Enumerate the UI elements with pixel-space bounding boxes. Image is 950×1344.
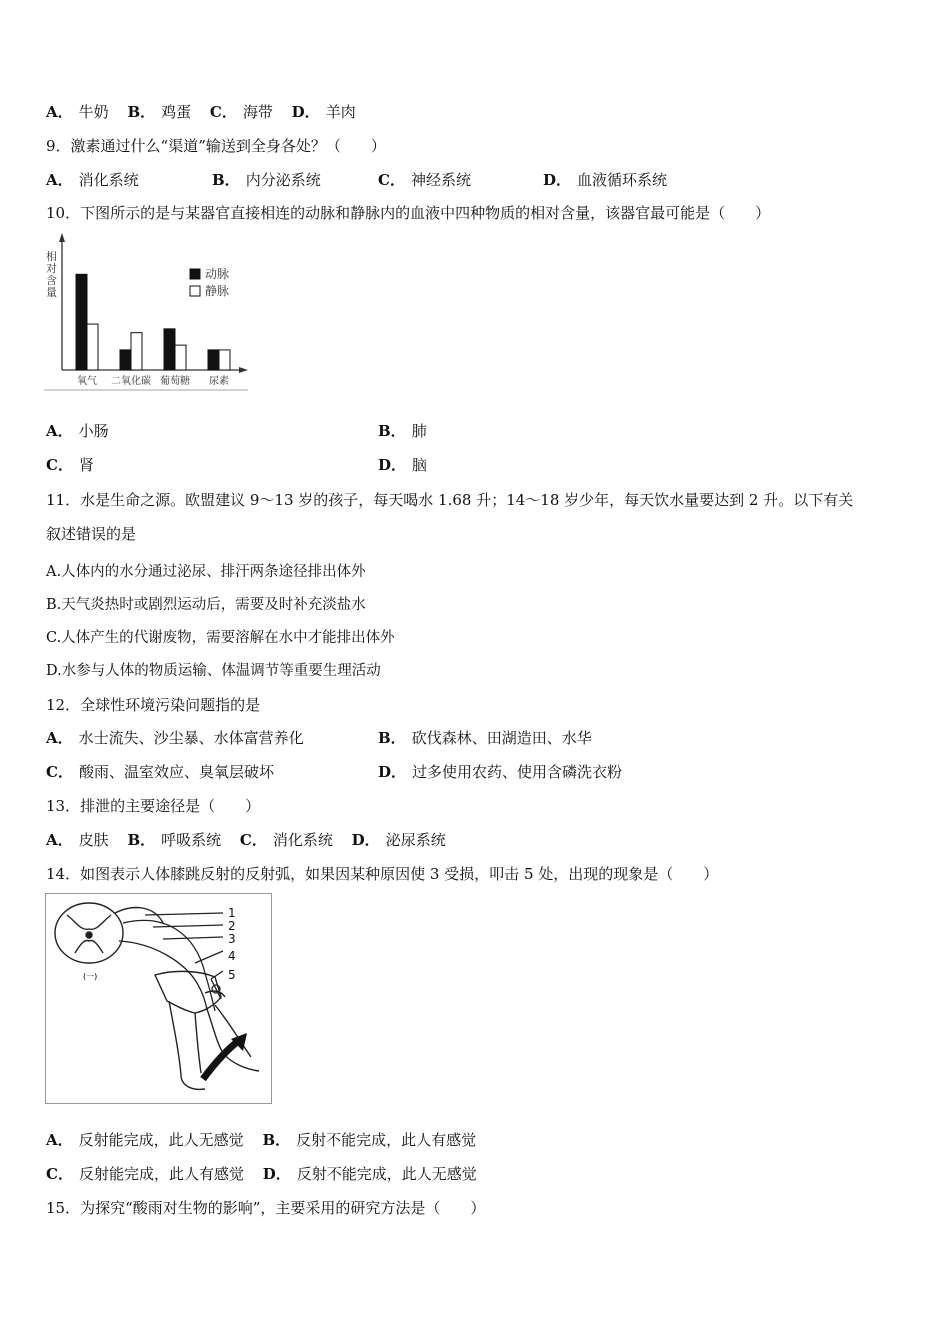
q9-option-a: A． 消化系统 [46,171,139,189]
nerve-path-icon [119,913,223,1011]
bar-静脉-葡萄糖 [175,345,186,370]
x-tick-label: 尿素 [209,376,229,387]
reflex-arc-figure [45,893,273,1105]
legend-label: 动脉 [205,267,230,281]
bar-静脉-氧气 [87,324,98,370]
q12-option-b: B． 砍伐森林、田湖造田、水华 [378,729,592,747]
bar-动脉-氧气 [76,274,87,370]
x-axis-arrow [239,367,248,373]
q10-stem: 10．下图所示的是与某器官直接相连的动脉和静脉内的血液中四种物质的相对含量，该器官最可能是（ ） [46,204,771,222]
q11-option-d: D.水参与人体的物质运输、体温调节等重要生理活动 [46,663,381,679]
legend-label: 静脉 [205,284,230,298]
chart-ylabel [46,249,57,299]
y-axis-arrow [59,233,65,242]
q8-options: A． 牛奶 B． 鸡蛋 C． 海带 D． 羊肉 [46,103,356,121]
label-1: 1 [228,906,236,920]
bar-动脉-葡萄糖 [164,329,175,370]
x-tick-label: 二氧化碳 [111,376,151,387]
q10-option-b: B． 肺 [378,422,427,440]
figure-border [46,894,272,1104]
q9-option-c: C． 神经系统 [378,171,471,189]
bar-动脉-二氧化碳 [120,350,131,370]
bar-静脉-尿素 [219,350,230,370]
legend-swatch [190,269,200,279]
q12-option-a: A． 水士流失、沙尘暴、水体富营养化 [46,729,304,747]
q9-stem: 9．激素通过什么“渠道”输送到全身各处？（ ） [46,137,386,155]
ylabel-char: 量 [46,286,57,299]
q10-option-c: C． 肾 [46,456,94,474]
q13-stem: 13．排泄的主要途径是（ ） [46,797,261,815]
figure-caption: (一) [83,972,98,981]
q14-options-row2: C． 反射能完成，此人有感觉 D． 反射不能完成，此人无感觉 [46,1165,477,1183]
ylabel-char: 对 [46,262,57,275]
q9-option-d: D． 血液循环系统 [543,171,668,189]
label-2: 2 [228,919,236,933]
q11-option-b: B.天气炎热时或剧烈运动后，需要及时补充淡盐水 [46,597,366,613]
q11-option-a: A.人体内的水分通过泌尿、排汗两条途径排出体外 [46,564,366,580]
label-4: 4 [228,949,236,963]
q13-options: A． 皮肤 B． 呼吸系统 C． 消化系统 D． 泌尿系统 [46,831,446,849]
bar-静脉-二氧化碳 [131,333,142,370]
ylabel-char: 含 [46,274,57,287]
kick-arrow-icon [203,1033,247,1079]
q12-stem: 12．全球性环境污染问题指的是 [46,696,261,714]
q11-option-c: C.人体产生的代谢废物，需要溶解在水中才能排出体外 [46,630,395,646]
q14-stem: 14．如图表示人体膝跳反射的反射弧，如果因某种原因使 3 受损，叩击 5 处，出现的现象是（ ） [46,865,719,883]
figure-number-labels [228,906,236,982]
x-tick-label: 葡萄糖 [160,376,190,387]
q14-options-row1: A． 反射能完成，此人无感觉 B． 反射不能完成，此人有感觉 [46,1131,477,1149]
q15-stem: 15．为探究“酸雨对生物的影响”，主要采用的研究方法是（ ） [46,1199,486,1217]
label-5: 5 [228,968,236,982]
ylabel-char: 相 [46,250,57,263]
x-tick-label: 氧气 [77,376,97,387]
q11-stem-line1: 11．水是生命之源。欧盟建议 9～13 岁的孩子，每天喝水 1.68 升；14～18 岁少年，每天饮水量要达到 2 升。以下有关 [46,491,854,509]
bar-动脉-尿素 [208,350,219,370]
q11-stem-line2: 叙述错误的是 [46,525,137,543]
q10-option-d: D． 脑 [378,456,428,474]
legend-swatch [190,286,200,296]
q12-option-d: D． 过多使用农药、使用含磷洗衣粉 [378,763,623,781]
q10-option-a: A． 小肠 [46,422,109,440]
q9-option-b: B． 内分泌系统 [212,171,321,189]
spinal-cord-icon [55,903,163,963]
q12-option-c: C． 酸雨、温室效应、臭氧层破坏 [46,763,274,781]
label-3: 3 [228,932,236,946]
q10-bar-chart [40,230,260,400]
